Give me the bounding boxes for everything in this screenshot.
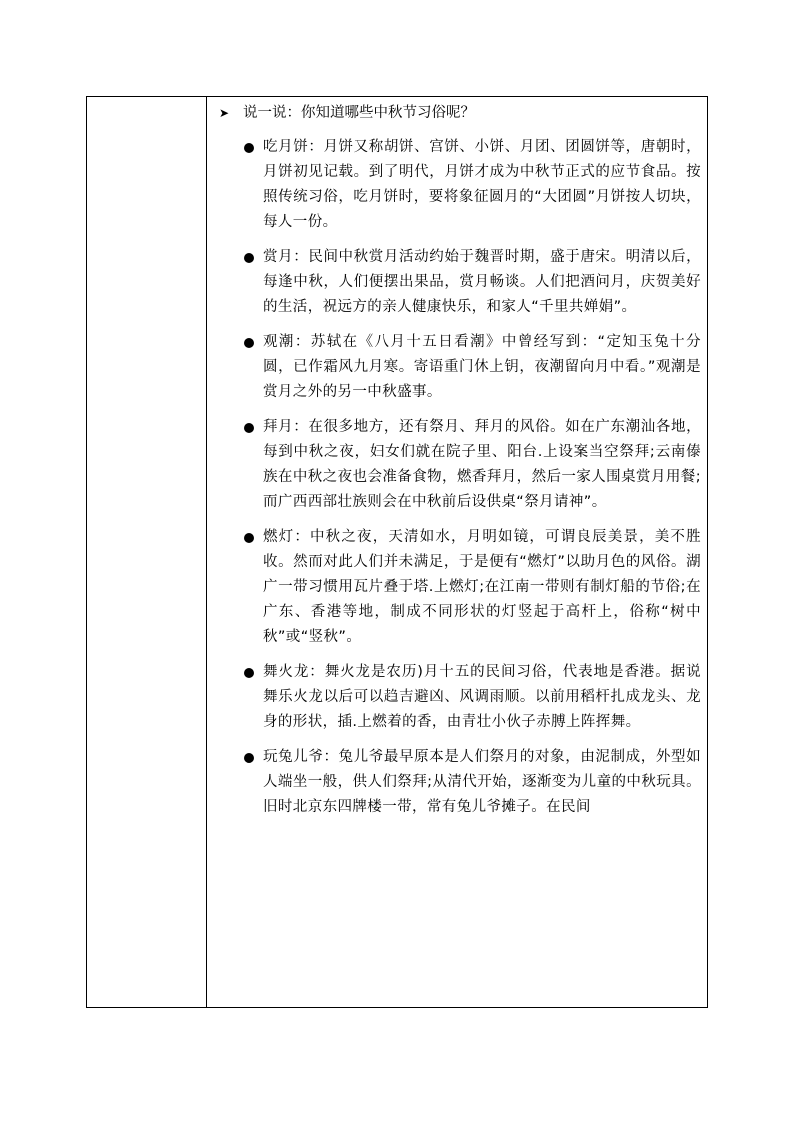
list-item-text: 拜月：在很多地方，还有祭月、拜月的风俗。如在广东潮汕各地，每到中秋之夜，妇女们就在院子里、阳台.上设案当空祭拜;云南傣族在中秋之夜也会准备食物，燃香拜月，然后一家人围桌赏月用餐;而广西西部壮族则会在中秋前后设供桌“祭月请神”。 <box>263 419 701 510</box>
list-item <box>207 245 707 320</box>
custom-list <box>207 135 707 830</box>
bullet-dot-icon <box>244 253 254 263</box>
list-item <box>207 745 707 820</box>
list-item-text: 燃灯：中秋之夜，天清如水，月明如镜，可谓良辰美景，美不胜收。然而对此人们并未满足，于是便有“燃灯”以助月色的风俗。湖广一带习惯用瓦片叠于塔.上燃灯;在江南一带则有制灯船的节俗;在广东、香港等地，制成不同形状的灯竖起于高杆上，俗称“树中秋”或“竖秋”。 <box>263 529 701 645</box>
bullet-dot-icon <box>244 668 254 678</box>
bullet-dot-icon <box>244 423 254 433</box>
content-table <box>86 96 708 1008</box>
question-heading <box>219 101 475 125</box>
list-item <box>207 330 707 405</box>
list-item-text: 观潮：苏轼在《八月十五日看潮》中曾经写到：“定知玉兔十分圆，已作霜风九月寒。寄语重门休上钥，夜潮留向月中看。”观潮是赏月之外的另一中秋盛事。 <box>263 334 701 400</box>
bullet-dot-icon <box>244 338 254 348</box>
list-item <box>207 135 707 235</box>
list-item-text: 玩兔儿爷：兔儿爷最早原本是人们祭月的对象，由泥制成，外型如人端坐一般，供人们祭拜;从清代开始，逐渐变为儿童的中秋玩具。旧时北京东四牌楼一带，常有兔儿爷摊子。在民间 <box>263 749 701 815</box>
question-text: 说一说：你知道哪些中秋节习俗呢？ <box>243 105 475 121</box>
list-item-text: 赏月：民间中秋赏月活动约始于魏晋时期，盛于唐宋。明清以后，每逢中秋，人们便摆出果品，赏月畅谈。人们把酒问月，庆贺美好的生活，祝远方的亲人健康快乐，和家人“千里共婵娟”。 <box>263 249 701 315</box>
arrow-bullet-icon: ➤ <box>219 106 230 120</box>
list-item <box>207 525 707 650</box>
list-item-text: 舞火龙：舞火龙是农历)月十五的民间习俗，代表地是香港。据说舞乐火龙以后可以趋吉避凶、风调雨顺。以前用稻杆扎成龙头、龙身的形状，插.上燃着的香，由青壮小伙子赤膊上阵挥舞。 <box>263 664 701 730</box>
bullet-dot-icon <box>244 143 254 153</box>
bullet-dot-icon <box>244 533 254 543</box>
list-item-text: 吃月饼：月饼又称胡饼、宫饼、小饼、月团、团圆饼等，唐朝时，月饼初见记载。到了明代，月饼才成为中秋节正式的应节食品。按照传统习俗，吃月饼时，要将象征圆月的“大团圆”月饼按人切块，每人一份。 <box>263 139 701 230</box>
content-cell <box>207 97 707 1007</box>
list-item <box>207 660 707 735</box>
list-item <box>207 415 707 515</box>
bullet-dot-icon <box>244 753 254 763</box>
label-cell <box>87 97 206 1007</box>
